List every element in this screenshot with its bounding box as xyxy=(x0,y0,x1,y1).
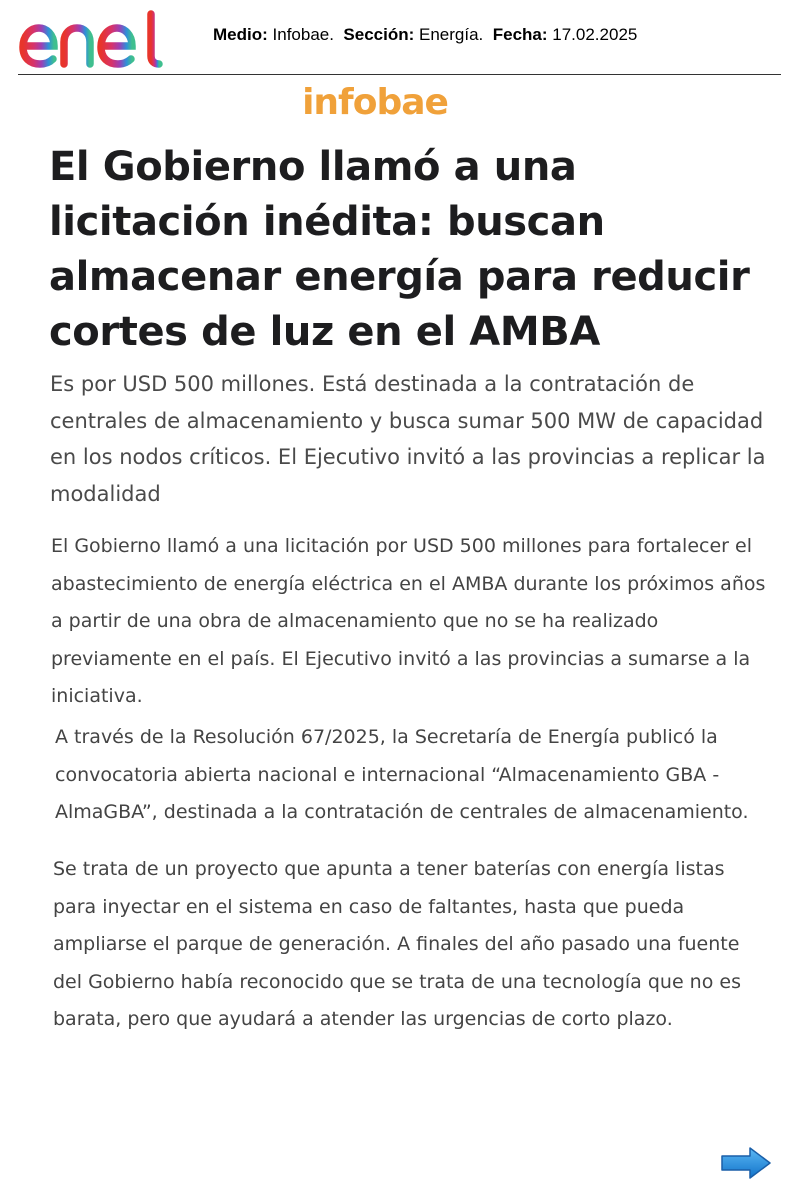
header-divider xyxy=(18,74,781,75)
section-label: Sección: xyxy=(343,25,415,44)
header-meta xyxy=(213,25,637,45)
enel-logo xyxy=(18,8,170,70)
article-paragraph: El Gobierno llamó a una licitación por USD 500 millones para fortalecer el abastecimiento de energía eléctrica en el AMBA durante los próximos años a partir de una obra de almacenamiento que no se ha realizado previamente en el país. El Ejecutivo invitó a las provincias a sumarse a la iniciativa. xyxy=(51,535,766,707)
medium-label: Medio: xyxy=(213,25,268,44)
article-subheadline: Es por USD 500 millones. Está destinada a la contratación de centrales de almacenamiento y busca sumar 500 MW de capacidad en los nodos críticos. El Ejecutivo invitó a las provincias a replicar la modalidad xyxy=(50,372,766,506)
article-paragraph: Se trata de un proyecto que apunta a tener baterías con energía listas para inyectar en el sistema en caso de faltantes, hasta que pueda ampliarse el parque de generación. A finales del año pasado una fuente del Gobierno había reconocido que se trata de una tecnología que no es barata, pero que ayudará a atender las urgencias de corto plazo. xyxy=(53,858,741,1030)
section-value: Energía. xyxy=(419,25,484,44)
date-label: Fecha: xyxy=(492,25,548,44)
date-value: 17.02.2025 xyxy=(552,25,638,44)
article-headline: El Gobierno llamó a una licitación inédita: buscan almacenar energía para reducir cortes de luz en el AMBA xyxy=(49,144,750,355)
arrow-right-icon[interactable] xyxy=(719,1145,773,1181)
medium-value: Infobae. xyxy=(272,25,334,44)
article-paragraph: A través de la Resolución 67/2025, la Secretaría de Energía publicó la convocatoria abierta nacional e internacional “Almacenamiento GBA - AlmaGBA”, destinada a la contratación de centrales de almacenamiento. xyxy=(55,726,749,823)
source-logo: infobae xyxy=(302,82,448,123)
